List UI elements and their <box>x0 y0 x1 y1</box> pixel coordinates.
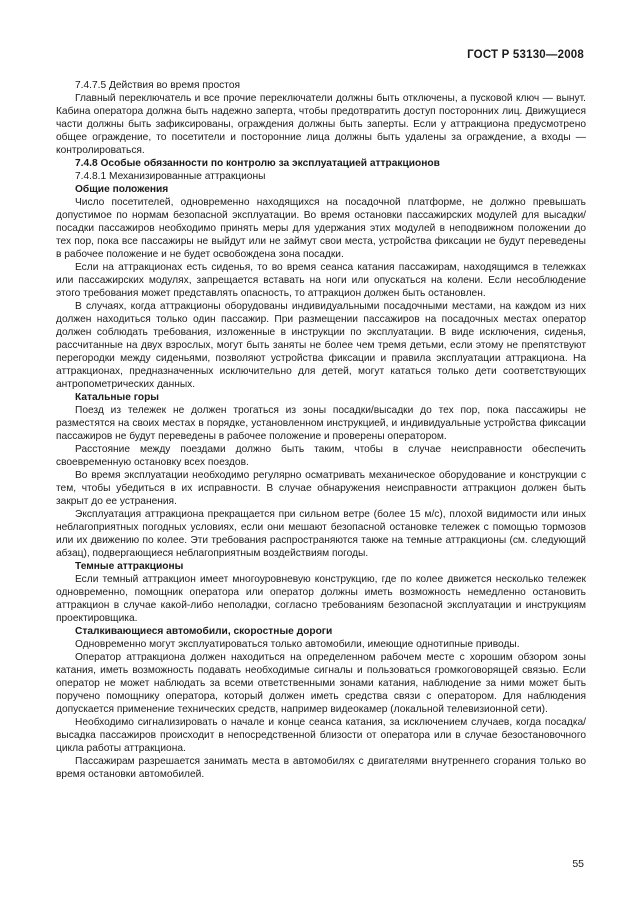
subheading: Общие положения <box>75 184 169 195</box>
paragraph: Пассажирам разрешается занимать места в автомобилях с двигателями внутреннего сгорания только во время остановки автомобилей. <box>56 756 586 780</box>
paragraph: 7.4.7.5 Действия во время простоя <box>75 80 241 91</box>
paragraph: Необходимо сигнализировать о начале и конце сеанса катания, за исключением случаев, когда посадка/высадка пассажиров происходит в непосредственной близости от оператора или в случае безостановочного цикла работы аттракциона. <box>56 717 586 754</box>
paragraph: Если на аттракционах есть сиденья, то во время сеанса катания пассажирам, находящимся в тележках или пассажирских модулях, запрещается вставать на ноги или опускаться на колени. Если несоблюдение этого требования может представлять опасность, то аттракцион должен быть остановлен. <box>56 262 586 299</box>
paragraph: Во время эксплуатации необходимо регулярно осматривать механическое оборудование и конструкции с тем, чтобы убедиться в их исправности. В случае обнаружения неисправности аттракцион должен быть закрыт до ее устранения. <box>56 470 586 507</box>
section-heading: 7.4.8 Особые обязанности по контролю за эксплуатацией аттракционов <box>75 158 440 169</box>
subheading: Темные аттракционы <box>75 561 184 572</box>
paragraph: Число посетителей, одновременно находящихся на посадочной платформе, не должно превышать допустимое по нормам безопасной эксплуатации. Во время остановки пассажирских модулей для высадки/посадки пассажиров необходимо принять меры для удержания этих модулей в неподвижном положении до тех пор, пока все пассажиры не выйдут или не займут свои места, устройства фиксации не будут переведены в рабочее положение и не будет освобождена зона посадки. <box>56 197 586 260</box>
paragraph: Расстояние между поездами должно быть таким, чтобы в случае неисправности обеспечить своевременную остановку всех поездов. <box>56 444 586 468</box>
paragraph: 7.4.8.1 Механизированные аттракционы <box>75 171 266 182</box>
paragraph: В случаях, когда аттракционы оборудованы индивидуальными посадочными местами, на каждом из них должен находиться только один пассажир. При размещении пассажиров на посадочных местах оператор должен соблюдать требования, изложенные в инструкции по эксплуатации. В виде исключения, сиденья, рассчитанные на двух взрослых, могут быть заняты не более чем тремя детьми, если этому не препятствуют перегородки между сиденьями, позволяют устройства фиксации и правила эксплуатации аттракциона. На аттракционах, предназначенных исключительно для детей, могут кататься только дети соответствующих антропометрических данных. <box>56 301 586 390</box>
standard-header: ГОСТ Р 53130—2008 <box>467 49 584 61</box>
document-body <box>56 79 586 781</box>
page-number: 55 <box>572 858 584 870</box>
paragraph: Эксплуатация аттракциона прекращается при сильном ветре (более 15 м/с), плохой видимости или иных неблагоприятных погодных условиях, если они мешают безопасной остановке тележек с помощью тормозов или их движению по колее. Эти требования распространяются также на темные аттракционы (см. следующий абзац), подвергающиеся неблагоприятным воздействиям погоды. <box>56 509 586 559</box>
paragraph: Главный переключатель и все прочие переключатели должны быть отключены, а пусковой ключ — вынут. Кабина оператора должна быть надежно заперта, чтобы предотвратить доступ посторонних лиц. Движущиеся части должны быть зафиксированы, ограждения должны быть заперты. Если у аттракциона предусмотрено общее ограждение, то посетители и посторонние лица должны быть удалены за ограждение, а входы — контролироваться. <box>56 93 586 156</box>
paragraph: Одновременно могут эксплуатироваться только автомобили, имеющие однотипные приводы. <box>75 639 520 650</box>
subheading: Сталкивающиеся автомобили, скоростные дороги <box>75 626 333 637</box>
subheading: Катальные горы <box>75 392 160 403</box>
paragraph: Оператор аттракциона должен находиться на определенном рабочем месте с хорошим обзором зоны катания, иметь возможность подавать необходимые сигналы и пользоваться громкоговорящей связью. Если оператор не может наблюдать за всеми ответственными зонами катания, наблюдение за ними может быть поручено помощнику оператора, который должен иметь средства связи с оператором. Для наблюдения допускается применение технических средств, например видеокамер (локальной телевизионной сети). <box>56 652 586 715</box>
paragraph: Если темный аттракцион имеет многоуровневую конструкцию, где по колее движется несколько тележек одновременно, помощник оператора или оператор должны иметь возможность немедленно остановить аттракцион в случае какой-либо неполадки, согласно требованиям безопасной эксплуатации и инструкциям проектировщика. <box>56 574 586 624</box>
paragraph: Поезд из тележек не должен трогаться из зоны посадки/высадки до тех пор, пока пассажиры не разместятся на своих местах в порядке, установленном инструкцией, и индивидуальные устройства фиксации пассажиров не будут переведены в рабочее положение и проверены оператором. <box>56 405 586 442</box>
